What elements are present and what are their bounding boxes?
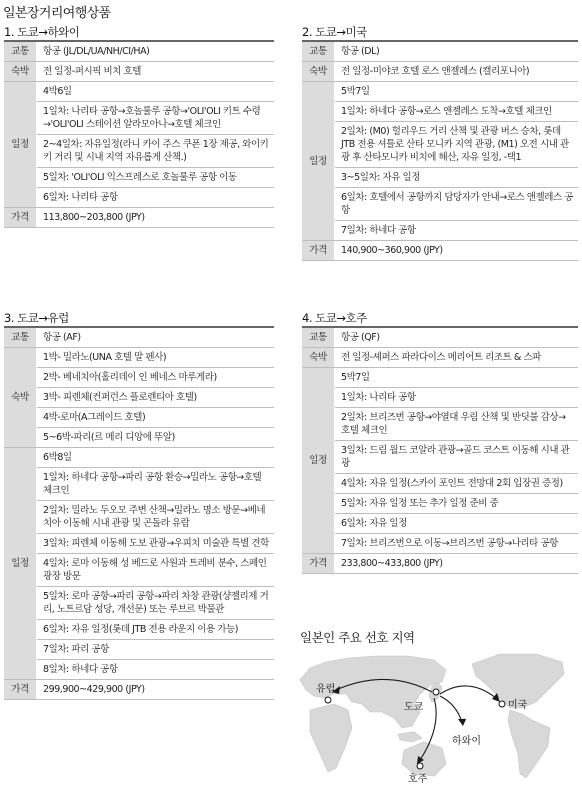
row-price xyxy=(4,208,274,228)
section-hawaii xyxy=(4,24,274,228)
row-label: 교통 xyxy=(4,328,37,348)
schedule-item: 1일차: 하네다 공항→로스 앤젤레스 도착→호텔 체크인 xyxy=(335,102,579,122)
row-schedule-item xyxy=(4,660,274,680)
row-schedule-item xyxy=(4,501,274,534)
row-schedule-item xyxy=(4,640,274,660)
row-value: 140,900~360,900 (JPY) xyxy=(335,241,579,261)
label-tokyo: 도쿄 xyxy=(404,702,424,713)
row-value: 항공 (JL/DL/UA/NH/CI/HA) xyxy=(37,42,275,62)
row-label: 가격 xyxy=(302,241,335,261)
schedule-item: 6일차: 자유 일정 xyxy=(335,514,579,534)
row-label: 교통 xyxy=(302,42,335,62)
marker-tokyo xyxy=(433,689,439,695)
section-title: 2. 도쿄→미국 xyxy=(302,24,578,42)
label-europe: 유럽 xyxy=(316,684,336,695)
stay-item: 1박- 밀라노(UNA 호텔 말 펜사) xyxy=(37,348,275,368)
row-schedule-item xyxy=(4,534,274,554)
row-label: 숙박 xyxy=(302,62,335,82)
row-schedule-item xyxy=(302,534,578,554)
schedule-item: 1일차: 하네다 공항→파리 공항 환승→밀라노 공항→호텔 체크인 xyxy=(37,468,275,501)
schedule-item: 5일차: 'OLI'OLI 익스프레스로 호놀룰루 공항 이동 xyxy=(37,168,275,188)
schedule-item: 2일차: 브리즈번 공항→야열대 우림 산책 및 반딧불 감상→호텔 체크인 xyxy=(335,408,579,441)
row-label: 가격 xyxy=(302,554,335,574)
schedule-item: 2~4일차: 자유일정(라니 카이 주스 쿠폰 1장 제공, 와이키키 거리 및 시내 지역 자유롭게 산책.) xyxy=(37,135,275,168)
row-schedule-item xyxy=(4,102,274,135)
row-schedule-item xyxy=(4,135,274,168)
world-map xyxy=(296,646,578,792)
schedule-item: 8일차: 하네다 공항 xyxy=(37,660,275,680)
schedule-item: 6일차: 나리타 공항 xyxy=(37,188,275,208)
row-schedule-item xyxy=(302,494,578,514)
row-value: 항공 (QF) xyxy=(335,328,579,348)
row-stay-item xyxy=(4,348,274,368)
schedule-item: 3일차: 피렌체 이동해 도보 관광→우피치 미술관 특별 견학 xyxy=(37,534,275,554)
row-stay-item xyxy=(4,388,274,408)
row-value: 전 일정-미야코 호텔 로스 앤젤레스 (캘리포니아) xyxy=(335,62,579,82)
row-transport xyxy=(4,42,274,62)
schedule-item: 3~5일차: 자유 일정 xyxy=(335,168,579,188)
row-schedule-item xyxy=(4,188,274,208)
label-australia: 호주 xyxy=(408,774,428,785)
row-label: 일정 xyxy=(302,82,335,241)
row-label: 일정 xyxy=(4,448,37,680)
row-schedule-item xyxy=(302,514,578,534)
row-schedule-item xyxy=(4,448,274,468)
row-transport xyxy=(4,328,274,348)
row-stay xyxy=(4,62,274,82)
schedule-item: 2일차: (M0) 헐리우드 거리 산책 및 관광 버스 승차, 롯데 JTB 전용 셔틀로 산타 모니카 지역 관광, (M1) 오전 시내 관광 후 산타모니카 비치에 해산, 자유 일정, -택1 xyxy=(335,122,579,168)
schedule-item: 5일차: 자유 일정 또는 추가 일정 준비 중 xyxy=(335,494,579,514)
schedule-item: 3일차: 드림 월드 코알라 관광→골드 코스트 이동해 시내 관광 xyxy=(335,441,579,474)
stay-item: 4박-로마(A그레이드 호텔) xyxy=(37,408,275,428)
row-label: 교통 xyxy=(4,42,37,62)
stay-item: 5~6박-파리(르 메리 디앙에 뚜알) xyxy=(37,428,275,448)
schedule-item: 5박7일 xyxy=(335,82,579,102)
row-label: 숙박 xyxy=(302,348,335,368)
marker-europe xyxy=(325,697,331,703)
row-schedule-item xyxy=(302,441,578,474)
row-label: 숙박 xyxy=(4,62,37,82)
section-europe xyxy=(4,310,274,700)
section-title: 1. 도쿄→하와이 xyxy=(4,24,274,42)
row-schedule-item xyxy=(302,368,578,388)
schedule-item: 7일차: 하네다 공항 xyxy=(335,221,579,241)
row-stay-item xyxy=(4,428,274,448)
row-value: 299,900~429,900 (JPY) xyxy=(37,680,275,700)
row-label: 가격 xyxy=(4,208,37,228)
product-table xyxy=(302,42,578,261)
schedule-item: 6일차: 자유 일정(롯데 JTB 전용 라운지 이용 가능) xyxy=(37,620,275,640)
row-schedule-item xyxy=(302,188,578,221)
row-schedule-item xyxy=(302,408,578,441)
label-hawaii: 하와이 xyxy=(452,736,481,747)
schedule-item: 5박7일 xyxy=(335,368,579,388)
row-price xyxy=(302,554,578,574)
row-schedule-item xyxy=(302,82,578,102)
schedule-item: 4일차: 로마 이동해 성 베드로 사원과 트레비 분수, 스페인 광장 방문 xyxy=(37,554,275,587)
schedule-item: 4일차: 자유 일정(스카이 포인트 전망대 2회 입장권 증정) xyxy=(335,474,579,494)
row-schedule-item xyxy=(4,82,274,102)
marker-australia xyxy=(417,763,423,769)
row-schedule-item xyxy=(302,388,578,408)
row-stay-item xyxy=(4,368,274,388)
row-schedule-item xyxy=(4,168,274,188)
schedule-item: 4박6일 xyxy=(37,82,275,102)
schedule-item: 7일차: 브리즈번으로 이동→브리즈번 공항→나리타 공항 xyxy=(335,534,579,554)
row-value: 113,800~203,800 (JPY) xyxy=(37,208,275,228)
page-title: 일본장거리여행상품 xyxy=(3,6,111,21)
row-transport xyxy=(302,42,578,62)
row-label: 일정 xyxy=(302,368,335,554)
product-table xyxy=(302,328,578,574)
row-value: 233,800~433,800 (JPY) xyxy=(335,554,579,574)
schedule-item: 1일차: 나리타 공항→호놀룰루 공항→'OLI'OLI 키트 수령→'OLI'OLI 스테이션 알라모아나→호텔 체크인 xyxy=(37,102,275,135)
row-stay xyxy=(302,348,578,368)
section-usa xyxy=(302,24,578,261)
schedule-item: 2일차: 밀라노 두오모 주변 산책→밀라노 명소 방문→베네치아 이동해 시내 관광 및 곤돌라 유람 xyxy=(37,501,275,534)
row-schedule-item xyxy=(4,620,274,640)
label-usa: 미국 xyxy=(508,700,528,711)
row-value: 항공 (DL) xyxy=(335,42,579,62)
stay-item: 3박- 피렌체(컨퍼런스 플로렌티아 호텔) xyxy=(37,388,275,408)
product-table xyxy=(4,328,274,700)
row-label: 교통 xyxy=(302,328,335,348)
row-schedule-item xyxy=(4,587,274,620)
row-price xyxy=(302,241,578,261)
stay-item: 2박- 베네치아(홀리데이 인 베네스 마루게라) xyxy=(37,368,275,388)
row-value: 항공 (AF) xyxy=(37,328,275,348)
schedule-item: 7일차: 파리 공항 xyxy=(37,640,275,660)
row-stay xyxy=(302,62,578,82)
row-schedule-item xyxy=(302,102,578,122)
product-table xyxy=(4,42,274,228)
row-stay-item xyxy=(4,408,274,428)
row-schedule-item xyxy=(302,474,578,494)
row-schedule-item xyxy=(302,221,578,241)
row-schedule-item xyxy=(4,554,274,587)
section-title: 4. 도쿄→호주 xyxy=(302,310,578,328)
schedule-item: 5일차: 로마 공항→파리 공항→파리 차창 관광(샹젤리제 거리, 노트르담 성당, 개선문) 또는 루브르 박물관 xyxy=(37,587,275,620)
row-label: 숙박 xyxy=(4,348,37,448)
schedule-item: 6박8일 xyxy=(37,448,275,468)
row-schedule-item xyxy=(302,168,578,188)
row-schedule-item xyxy=(4,468,274,501)
schedule-item: 6일차: 호텔에서 공항까지 담당자가 안내→로스 앤젤레스 공항 xyxy=(335,188,579,221)
schedule-item: 1일차: 나리타 공항 xyxy=(335,388,579,408)
row-value: 전 일정-셰퍼스 파라다이스 메리어트 리조트 & 스파 xyxy=(335,348,579,368)
section-australia xyxy=(302,310,578,574)
row-transport xyxy=(302,328,578,348)
row-label: 일정 xyxy=(4,82,37,208)
row-label: 가격 xyxy=(4,680,37,700)
section-title: 3. 도쿄→유럽 xyxy=(4,310,274,328)
row-schedule-item xyxy=(302,122,578,168)
marker-usa xyxy=(499,701,505,707)
map-title: 일본인 주요 선호 지역 xyxy=(300,630,415,645)
row-price xyxy=(4,680,274,700)
row-value: 전 일정-퍼시픽 비치 호텔 xyxy=(37,62,275,82)
